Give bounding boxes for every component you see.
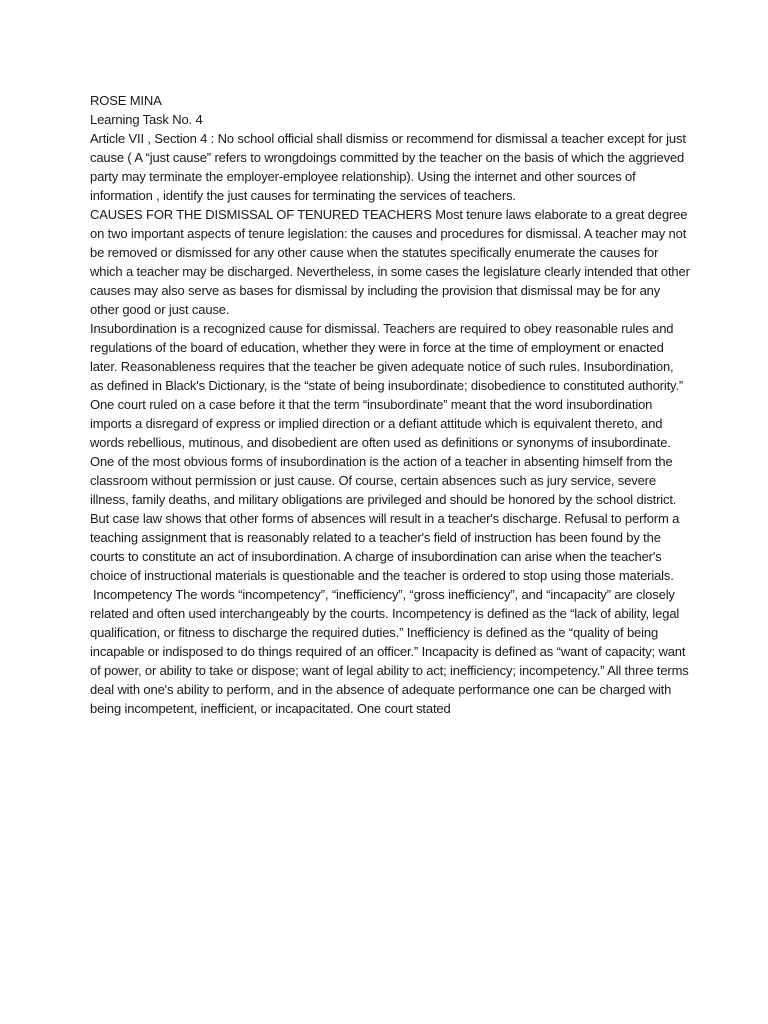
article-paragraph: Article VII , Section 4 : No school official shall dismiss or recommend for dismissal a teacher except for just cause ( A “just cause” refers to wrongdoings committed by the teacher on the basis of which the aggrieved party may terminate the employer-employee relationship). Using the internet and other sources of information , identify the just causes for terminating the services of teachers. (90, 131, 686, 203)
document-body (90, 91, 690, 718)
insubordination-paragraph: Insubordination is a recognized cause for dismissal. Teachers are required to obey reasonable rules and regulations of the board of education, whether they were in force at the time of employment or enacted later. Reasonableness requires that the teacher be given adequate notice of such rules. Insubordination, as defined in Black's Dictionary, is the “state of being insubordinate; disobedience to constituted authority.” One court ruled on a case before it that the term “insubordinate” meant that the word insubordination imports a disregard of express or implied direction or a defiant attitude which is equivalent thereto, and words rebellious, mutinous, and disobedient are often used as definitions or synonyms of insubordinate. One of the most obvious forms of insubordination is the action of a teacher in absenting himself from the classroom without permission or just cause. Of course, certain absences such as jury service, severe illness, family deaths, and military obligations are privileged and should be honored by the school district. But case law shows that other forms of absences will result in a teacher's discharge. Refusal to perform a teaching assignment that is reasonably related to a teacher's field of instruction has been found by the courts to constitute an act of insubordination. A charge of insubordination can arise when the teacher's choice of instructional materials is questionable and the teacher is ordered to stop using those materials. (90, 321, 684, 583)
author-name: ROSE MINA (90, 93, 162, 108)
task-title: Learning Task No. 4 (90, 112, 203, 127)
causes-paragraph: CAUSES FOR THE DISMISSAL OF TENURED TEACHERS Most tenure laws elaborate to a great degree on two important aspects of tenure legislation: the causes and procedures for dismissal. A teacher may not be removed or dismissed for any other cause when the statutes specifically enumerate the causes for which a teacher may be discharged. Nevertheless, in some cases the legislature clearly intended that other causes may also serve as bases for dismissal by including the provision that dismissal may be for any other good or just cause. (90, 207, 690, 317)
incompetency-paragraph: Incompetency The words “incompetency”, “inefficiency”, “gross inefficiency”, and “incapacity” are closely related and often used interchangeably by the courts. Incompetency is defined as the “lack of ability, legal qualification, or fitness to discharge the required duties.” Inefficiency is defined as the “quality of being incapable or indisposed to do things required of an officer.” Incapacity is defined as “want of capacity; want of power, or ability to take or dispose; want of legal ability to act; inefficiency; incompetency.” All three terms deal with one's ability to perform, and in the absence of adequate performance one can be charged with being incompetent, inefficient, or incapacitated. One court stated (90, 587, 689, 716)
